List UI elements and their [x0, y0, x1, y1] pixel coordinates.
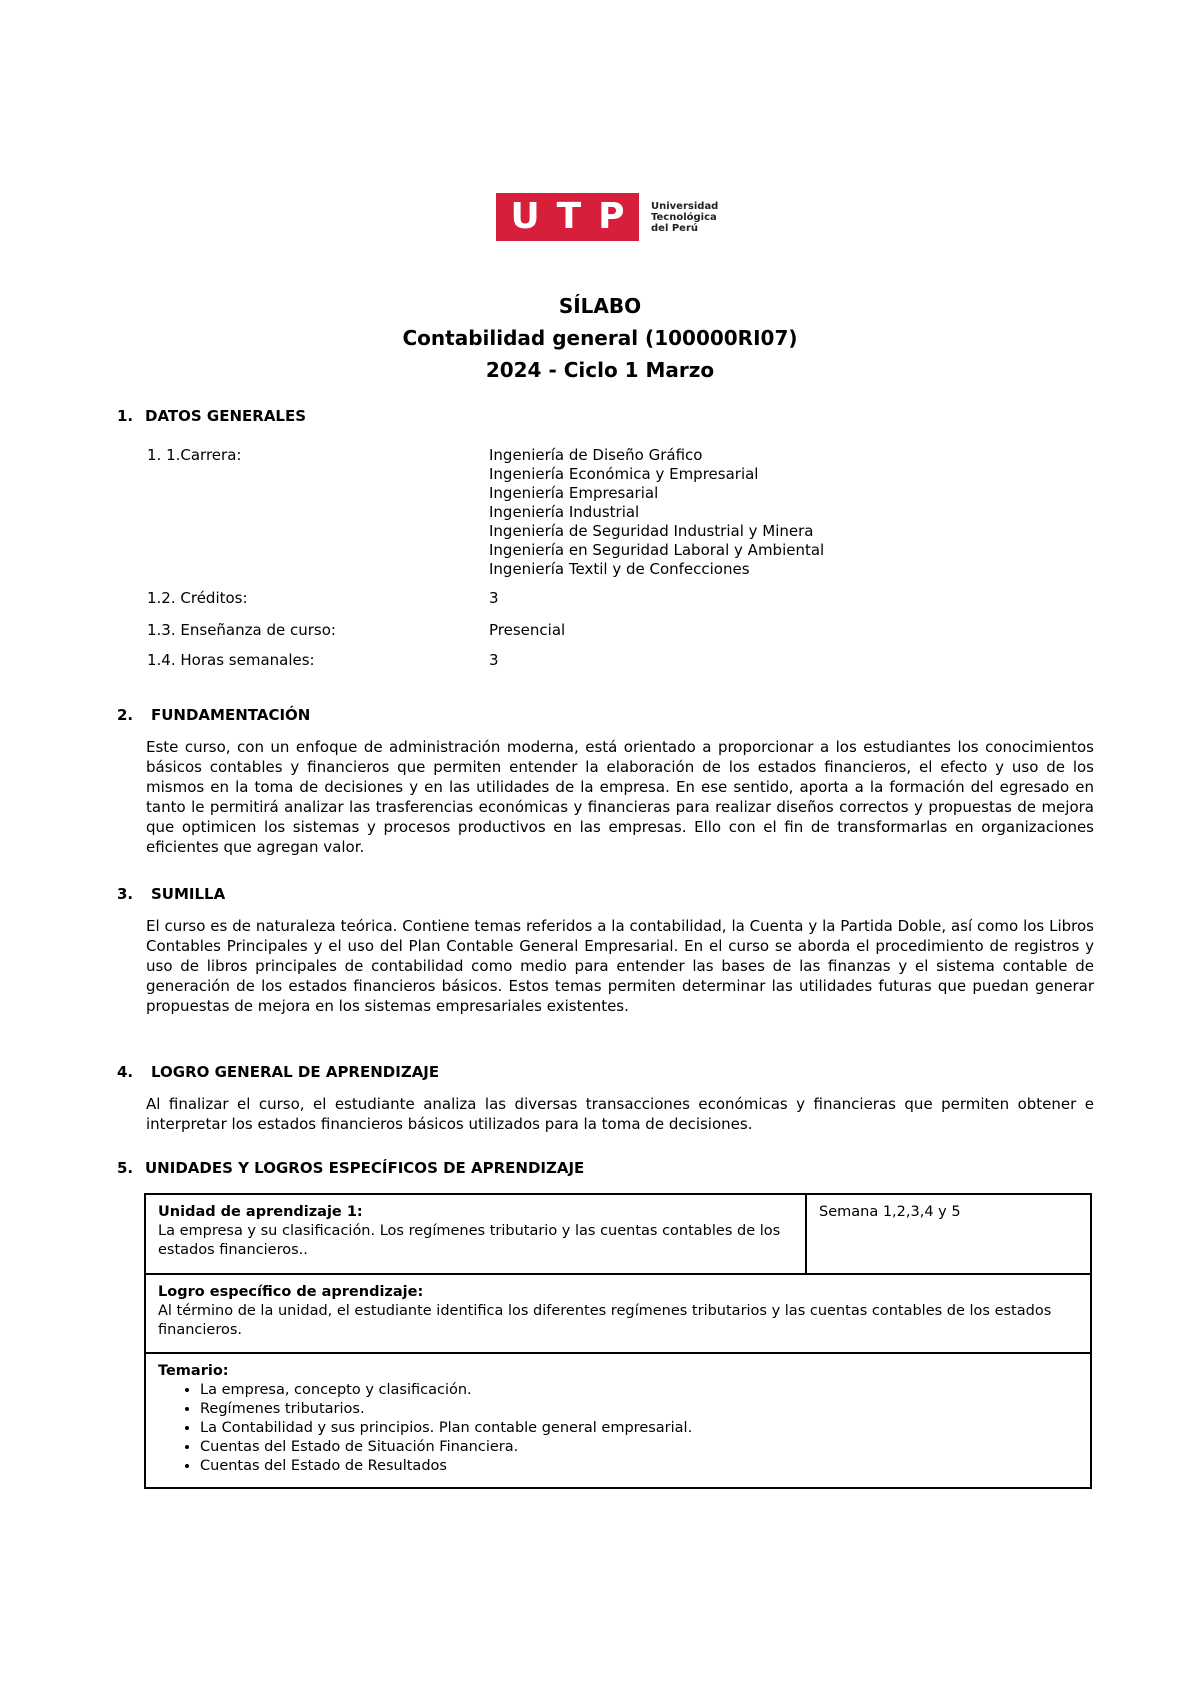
unit-cell — [145, 1194, 806, 1274]
temario-list — [158, 1381, 1078, 1476]
section-title: UNIDADES Y LOGROS ESPECÍFICOS DE APRENDIZAJE — [145, 1159, 585, 1177]
temario-heading: Temario: — [158, 1363, 229, 1379]
temario-row — [145, 1353, 1091, 1488]
logo-subtitle — [651, 201, 718, 234]
carrera-item: Ingeniería Empresarial — [489, 484, 659, 502]
title-course: Contabilidad general (100000RI07) — [402, 326, 798, 350]
section-number: 3. — [117, 885, 134, 903]
section-title: DATOS GENERALES — [145, 407, 307, 425]
fundamentacion-text: Este curso, con un enfoque de administración moderna, está orientado a proporcionar a los estudiantes los conocimientos básicos contables y financieros que permiten entender la elaboración de los estados financieros, el efecto y uso de los mismos en la toma de decisiones y en las utilidades de la empresa. En ese sentido, aporta a la formación del egresado en tanto le permitirá analizar las trasferencias económicas y financieras para realizar diseños correctos y propuestas de mejora que optimicen los sistemas y procesos productivos en las empresas. Ello con el fin de transformarlas en organizaciones eficientes que agregan valor. — [146, 738, 1094, 856]
section-heading-logro-general — [117, 1063, 439, 1081]
carrera-item: Ingeniería de Diseño Gráfico — [489, 446, 703, 464]
section-heading-unidades — [117, 1159, 584, 1177]
title-cycle: 2024 - Ciclo 1 Marzo — [485, 358, 715, 382]
title-silabo: SÍLABO — [558, 294, 642, 318]
logo-subtitle-line: Tecnológica — [651, 211, 717, 223]
logro-heading: Logro específico de aprendizaje: — [158, 1284, 424, 1300]
ensenanza-label: 1.3. Enseñanza de curso: — [147, 621, 336, 639]
ensenanza-value: Presencial — [489, 621, 566, 639]
logro-general-text: Al finalizar el curso, el estudiante analiza las diversas transacciones económicas y financieras que permiten obtener e interpretar los estados financieros básicos utilizados para la toma de decisiones. — [146, 1095, 1094, 1133]
horas-label: 1.4. Horas semanales: — [147, 651, 315, 669]
section-title: LOGRO GENERAL DE APRENDIZAJE — [151, 1063, 440, 1081]
creditos-value: 3 — [489, 589, 499, 607]
logo-letter-t: T — [556, 196, 582, 237]
section-title: FUNDAMENTACIÓN — [151, 706, 311, 724]
list-item: • La empresa, concepto y clasificación. — [200, 1381, 1078, 1400]
document-title — [0, 290, 1200, 386]
unit-table — [144, 1193, 1092, 1489]
carrera-item: Ingeniería Económica y Empresarial — [489, 465, 759, 483]
list-item: • La Contabilidad y sus principios. Plan contable general empresarial. — [200, 1419, 1078, 1438]
unit-description: La empresa y su clasificación. Los regímenes tributario y las cuentas contables de los estados financieros.. — [158, 1223, 781, 1258]
section-title: SUMILLA — [151, 885, 226, 903]
section-number: 2. — [117, 706, 134, 724]
sumilla-text: El curso es de naturaleza teórica. Contiene temas referidos a la contabilidad, la Cuenta y la Partida Doble, así como los Libros Contables Principales y el uso del Plan Contable General Empresarial. En el curso se aborda el procedimiento de registros y uso de libros principales de contabilidad como medio para entender las bases de las finanzas y el sistema contable de generación de los estados financieros básicos. Estos temas permiten determinar las utilidades futuras que puedan generar propuestas de mejora en los sistemas empresariales existentes. — [146, 917, 1094, 1015]
carrera-item: Ingeniería en Seguridad Laboral y Ambiental — [489, 541, 825, 559]
section-number: 5. — [117, 1159, 134, 1177]
logo-subtitle-line: del Perú — [651, 222, 699, 234]
list-item: • Cuentas del Estado de Resultados — [200, 1457, 1078, 1476]
logo-letter-p: P — [598, 196, 625, 237]
logro-cell — [145, 1274, 1091, 1353]
unit-heading: Unidad de aprendizaje 1: — [158, 1204, 363, 1220]
logo-subtitle-line: Universidad — [651, 200, 719, 212]
logro-row — [145, 1274, 1091, 1353]
unit-header-row — [145, 1194, 1091, 1274]
carrera-item: Ingeniería de Seguridad Industrial y Minera — [489, 522, 814, 540]
section-heading-fundamentacion — [117, 706, 310, 724]
carrera-list — [489, 446, 824, 579]
creditos-label: 1.2. Créditos: — [147, 589, 248, 607]
carrera-label: 1. 1.Carrera: — [147, 446, 242, 464]
section-number: 1. — [117, 407, 134, 425]
logro-text: Al término de la unidad, el estudiante identifica los diferentes regímenes tributarios y las cuentas contables de los estados financieros. — [158, 1303, 1052, 1338]
temario-cell — [145, 1353, 1091, 1488]
horas-value: 3 — [489, 651, 499, 669]
unit-week-cell — [806, 1194, 1091, 1274]
section-heading-datos-generales — [117, 407, 306, 425]
section-heading-sumilla — [117, 885, 225, 903]
list-item: • Regímenes tributarios. — [200, 1400, 1078, 1419]
logo-letter-u: U — [510, 196, 540, 237]
list-item: • Cuentas del Estado de Situación Financiera. — [200, 1438, 1078, 1457]
section-number: 4. — [117, 1063, 134, 1081]
carrera-item: Ingeniería Textil y de Confecciones — [489, 560, 750, 578]
carrera-item: Ingeniería Industrial — [489, 503, 640, 521]
utp-logo-mark — [496, 193, 639, 241]
unit-weeks: Semana 1,2,3,4 y 5 — [819, 1204, 961, 1220]
utp-logo — [496, 193, 718, 241]
